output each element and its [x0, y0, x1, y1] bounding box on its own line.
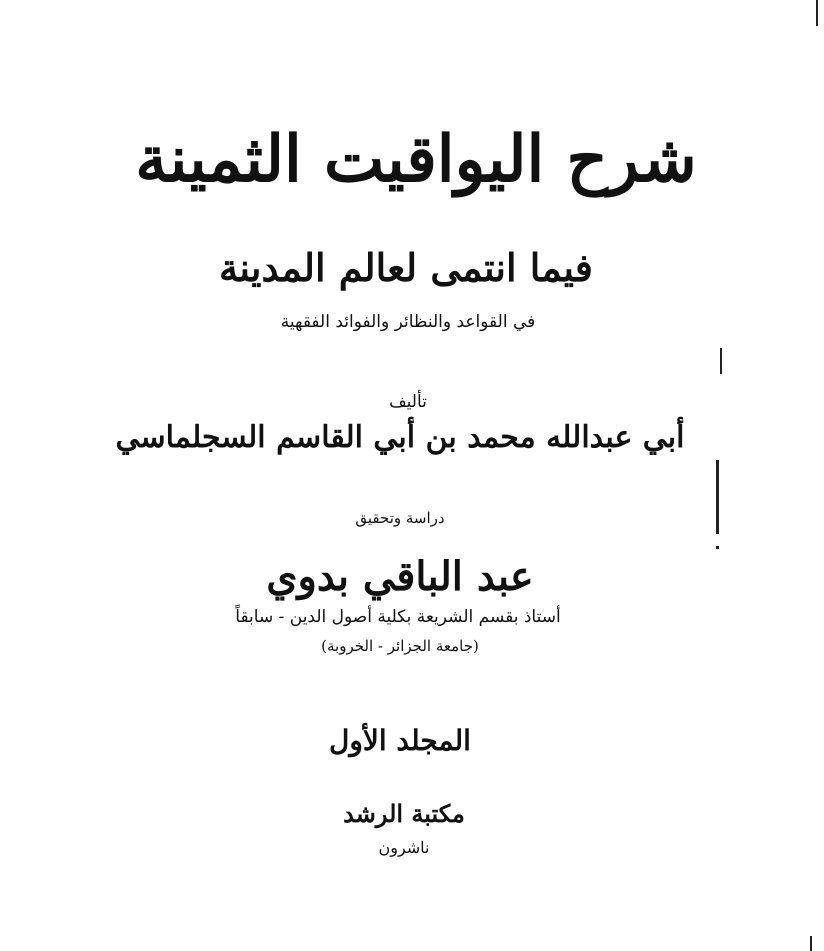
scan-artifact-mark — [716, 546, 719, 549]
editor-affiliation: (جامعة الجزائر - الخروبة) — [321, 637, 479, 655]
book-subtitle: فيما انتمى لعالم المدينة — [219, 245, 593, 290]
scan-artifact-mark — [816, 0, 818, 26]
publisher-name: مكتبة الرشد — [343, 799, 465, 828]
editor-role: أستاذ بقسم الشريعة بكلية أصول الدين - سابقاً — [235, 607, 561, 627]
book-subtitle-description: في القواعد والنظائر والفوائد الفقهية — [280, 312, 536, 332]
scan-artifact-mark — [720, 348, 722, 374]
publisher-role: ناشرون — [378, 838, 430, 857]
book-title: شرح اليواقيت الثمينة — [135, 122, 697, 197]
volume-label: المجلد الأول — [329, 724, 471, 757]
author-name: أبي عبدالله محمد بن أبي القاسم السجلماسي — [115, 420, 685, 455]
scan-artifact-mark — [716, 460, 719, 534]
scan-artifact-mark — [810, 936, 812, 951]
author-label: تأليف — [389, 392, 427, 412]
study-label: دراسة وتحقيق — [355, 509, 445, 527]
editor-name: عبد الباقي بدوي — [266, 553, 534, 600]
